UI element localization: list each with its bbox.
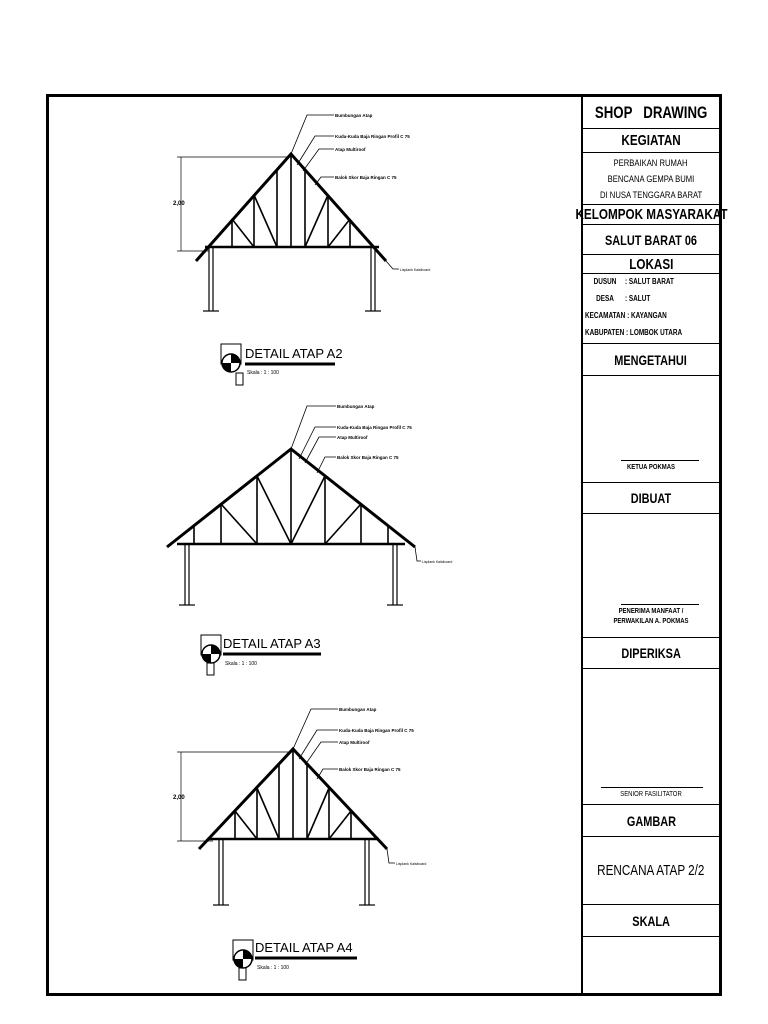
label-a2-roof: Atap Multiroof bbox=[335, 147, 366, 152]
skala-label: SKALA bbox=[632, 912, 670, 929]
lokasi-value-dusun: : SALUT BARAT bbox=[625, 277, 674, 286]
shop-drawing-header bbox=[583, 97, 719, 129]
kelompok-value: SALUT BARAT 06 bbox=[604, 231, 698, 248]
dibuat-signature-box bbox=[583, 514, 719, 638]
mengetahui-label: MENGETAHUI bbox=[614, 351, 688, 368]
dibuat-header bbox=[583, 483, 719, 514]
detail-scale-a3: Skala : 1 : 100 bbox=[225, 661, 257, 667]
drawing-area bbox=[49, 97, 581, 993]
kegiatan-description bbox=[583, 153, 719, 205]
lokasi-row-dusun bbox=[585, 277, 674, 286]
roof-a4-columns bbox=[213, 839, 375, 905]
label-a3-roof: Atap Multiroof bbox=[337, 435, 368, 440]
detail-scale-a2: Skala : 1 : 100 bbox=[247, 370, 279, 376]
lokasi-row-kabupaten bbox=[585, 328, 682, 337]
detail-title-a2: DETAIL ATAP A2 bbox=[245, 346, 343, 361]
label-a4-truss: Kuda-Kuda Baja Ringan Profil C 75 bbox=[339, 728, 414, 733]
label-a4-roof: Atap Multiroof bbox=[339, 740, 370, 745]
label-a4-plate: Lisplank Kalsiboard bbox=[396, 862, 427, 866]
kegiatan-label: KEGIATAN bbox=[621, 132, 681, 149]
detail-a4 bbox=[173, 707, 426, 980]
gambar-value-cell bbox=[583, 837, 719, 905]
lokasi-value-desa: : SALUT bbox=[625, 294, 651, 303]
drawing-sheet bbox=[46, 94, 728, 996]
skala-value-cell bbox=[583, 937, 719, 993]
lokasi-details bbox=[583, 274, 719, 344]
lokasi-key-desa: DESA bbox=[596, 294, 614, 303]
gambar-header bbox=[583, 805, 719, 837]
label-a2-batten: Balok Skor Baja Ringan C 75 bbox=[335, 175, 397, 180]
kegiatan-line-1: PERBAIKAN RUMAH bbox=[614, 157, 688, 168]
diperiksa-label: DIPERIKSA bbox=[621, 645, 681, 661]
detail-a2 bbox=[173, 113, 430, 385]
lokasi-key-kecamatan: KECAMATAN bbox=[585, 311, 626, 320]
gambar-value: RENCANA ATAP 2/2 bbox=[597, 862, 705, 879]
dibuat-signature-line bbox=[621, 604, 699, 605]
lokasi-key-dusun: DUSUN bbox=[593, 277, 617, 286]
kelompok-value-cell bbox=[583, 225, 719, 255]
kegiatan-line-2: BENCANA GEMPA BUMI bbox=[607, 173, 695, 184]
skala-header bbox=[583, 905, 719, 937]
roof-a3-columns bbox=[179, 544, 403, 605]
detail-a3 bbox=[167, 404, 452, 675]
roof-details-drawing bbox=[49, 97, 581, 993]
label-a4-batten: Balok Skor Baja Ringan C 75 bbox=[339, 767, 401, 772]
gambar-label: GAMBAR bbox=[626, 812, 676, 829]
detail-title-a4: DETAIL ATAP A4 bbox=[255, 940, 353, 955]
dibuat-label: DIBUAT bbox=[630, 490, 672, 506]
roof-a3-webs bbox=[194, 449, 388, 544]
kelompok-header bbox=[574, 205, 728, 225]
kelompok-label: KELOMPOK MASYARAKAT bbox=[574, 206, 728, 223]
mengetahui-header bbox=[583, 344, 719, 376]
shop-drawing-title: SHOP DRAWING bbox=[594, 102, 708, 122]
label-a3-plate: Lisplank Kalsiboard bbox=[422, 560, 453, 564]
diperiksa-signature-line bbox=[601, 787, 703, 788]
mengetahui-signature-line bbox=[621, 460, 699, 461]
diperiksa-header bbox=[583, 638, 719, 669]
dibuat-signatory-2: PERWAKILAN A. POKMAS bbox=[613, 618, 689, 625]
label-a2-truss: Kuda-Kuda Baja Ringan Profil C 75 bbox=[335, 134, 410, 139]
diperiksa-signatory: SENIOR FASILITATOR bbox=[620, 791, 682, 798]
dimension-a2-text: 2,00 bbox=[173, 201, 185, 207]
mengetahui-signatory: KETUA POKMAS bbox=[626, 464, 676, 471]
detail-scale-a4: Skala : 1 : 100 bbox=[257, 965, 289, 971]
dibuat-signatory-1: PENERIMA MANFAAT / bbox=[618, 608, 684, 615]
title-block bbox=[574, 97, 728, 993]
label-a3-batten: Balok Skor Baja Ringan C 75 bbox=[337, 455, 399, 460]
label-a4-ridge: Bumbungan Atap bbox=[339, 707, 377, 712]
lokasi-header bbox=[583, 255, 719, 274]
mengetahui-signature-box bbox=[583, 376, 719, 483]
lokasi-key-kabupaten: KABUPATEN bbox=[585, 328, 625, 337]
dimension-a4-text: 2,00 bbox=[173, 795, 185, 801]
detail-marker-a4 bbox=[233, 940, 253, 980]
kegiatan-line-3: DI NUSA TENGGARA BARAT bbox=[599, 189, 703, 200]
diperiksa-signature-box bbox=[583, 669, 719, 805]
lokasi-value-kabupaten: : LOMBOK UTARA bbox=[626, 328, 683, 337]
detail-title-a3: DETAIL ATAP A3 bbox=[223, 636, 321, 651]
detail-marker-a3 bbox=[201, 635, 221, 675]
kegiatan-header bbox=[583, 129, 719, 153]
label-a3-truss: Kuda-Kuda Baja Ringan Profil C 75 bbox=[337, 425, 412, 430]
label-a2-plate: Lisplank Kalsiboard bbox=[400, 268, 431, 272]
label-a3-ridge: Bumbungan Atap bbox=[337, 404, 375, 409]
lokasi-row-kecamatan bbox=[585, 311, 667, 320]
lokasi-value-kecamatan: : KAYANGAN bbox=[627, 311, 667, 320]
label-a2-ridge: Bumbungan Atap bbox=[335, 113, 373, 118]
lokasi-label: LOKASI bbox=[628, 255, 674, 273]
detail-marker-a2 bbox=[221, 344, 243, 385]
roof-a2-columns bbox=[203, 247, 381, 311]
lokasi-row-desa bbox=[585, 294, 650, 303]
